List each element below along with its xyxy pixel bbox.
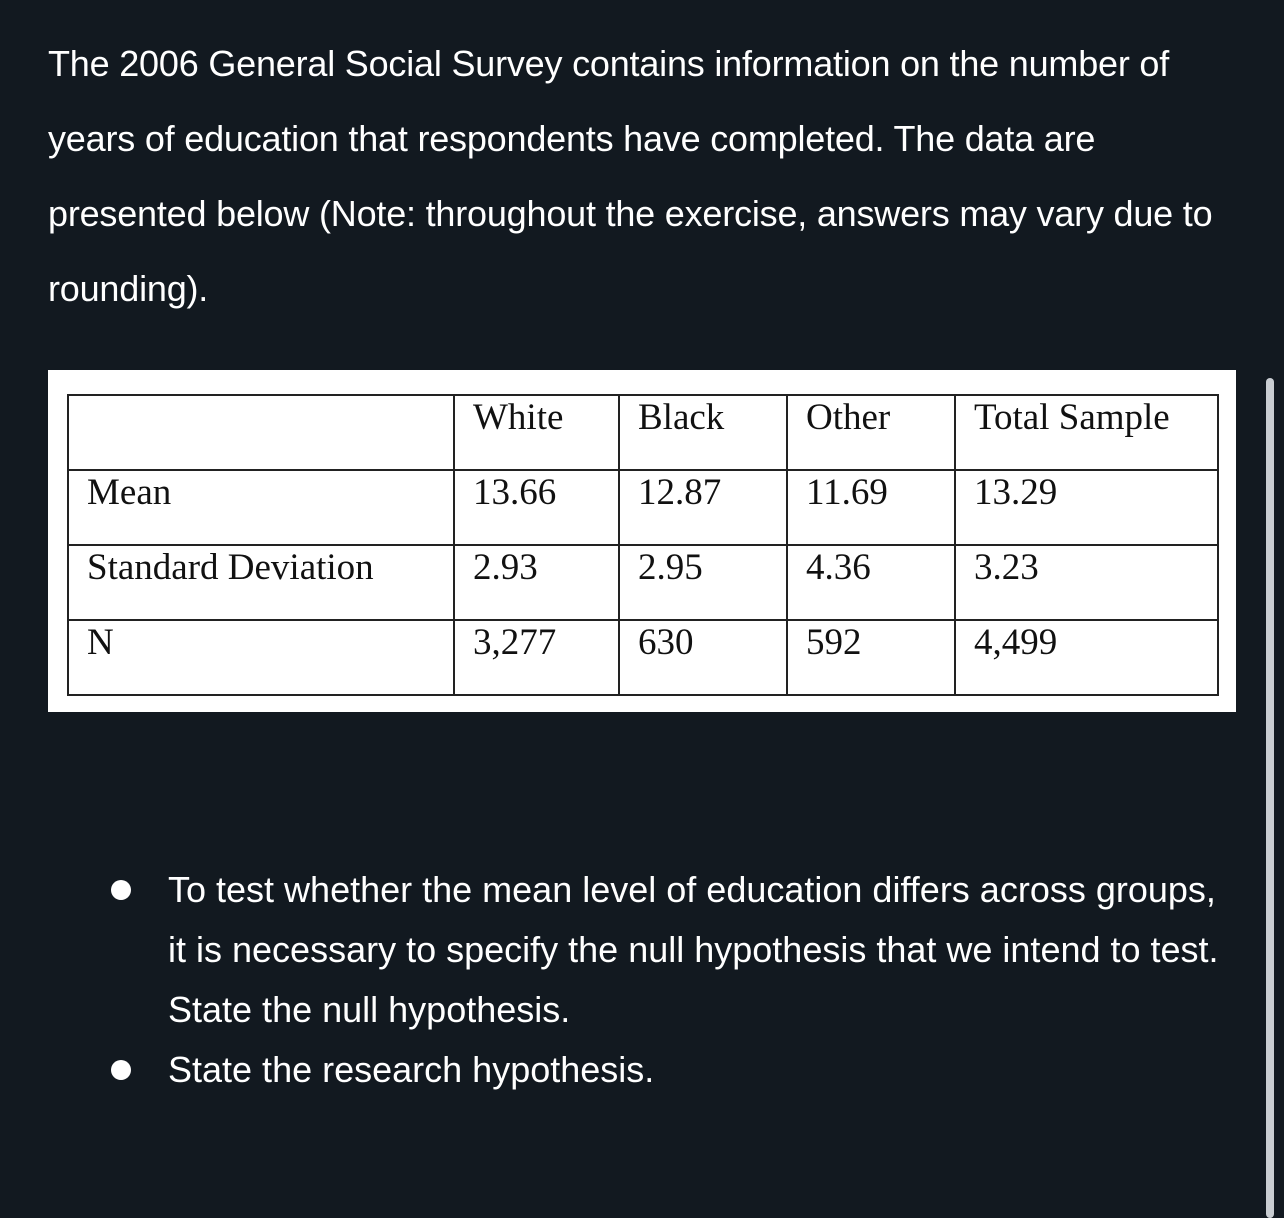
question-list [168, 860, 1228, 1100]
table-row-std-dev [68, 545, 1218, 620]
row-label-std-dev: Standard Deviation [68, 545, 454, 620]
list-item-research-hypothesis [168, 1040, 1228, 1100]
question-text: To test whether the mean level of education differs across groups, it is necessary to specify the null hypothesis that we intend to test. State the null hypothesis. [168, 869, 1219, 1030]
vertical-scrollbar[interactable] [1266, 378, 1274, 1218]
cell-n-other: 592 [787, 620, 955, 695]
header-cell-total: Total Sample [955, 395, 1218, 470]
cell-sd-black: 2.95 [619, 545, 787, 620]
header-cell-empty [68, 395, 454, 470]
row-label-mean: Mean [68, 470, 454, 545]
cell-sd-white: 2.93 [454, 545, 619, 620]
cell-mean-total: 13.29 [955, 470, 1218, 545]
row-label-n: N [68, 620, 454, 695]
header-cell-black: Black [619, 395, 787, 470]
question-text: State the research hypothesis. [168, 1049, 655, 1090]
header-cell-other: Other [787, 395, 955, 470]
intro-paragraph: The 2006 General Social Survey contains information on the number of years of education that respondents have completed. The data are presented below (Note: throughout the exercise, answers may vary due to rounding). [48, 43, 1213, 309]
data-table-panel [48, 370, 1236, 712]
education-table [67, 394, 1219, 696]
cell-n-total: 4,499 [955, 620, 1218, 695]
cell-mean-black: 12.87 [619, 470, 787, 545]
cell-n-black: 630 [619, 620, 787, 695]
table-row-n [68, 620, 1218, 695]
bullet-icon [111, 1060, 131, 1080]
cell-n-white: 3,277 [454, 620, 619, 695]
list-item-null-hypothesis [168, 860, 1228, 1040]
table-header-row [68, 395, 1218, 470]
bullet-icon [111, 880, 131, 900]
cell-mean-other: 11.69 [787, 470, 955, 545]
cell-sd-total: 3.23 [955, 545, 1218, 620]
header-cell-white: White [454, 395, 619, 470]
cell-sd-other: 4.36 [787, 545, 955, 620]
cell-mean-white: 13.66 [454, 470, 619, 545]
table-row-mean [68, 470, 1218, 545]
